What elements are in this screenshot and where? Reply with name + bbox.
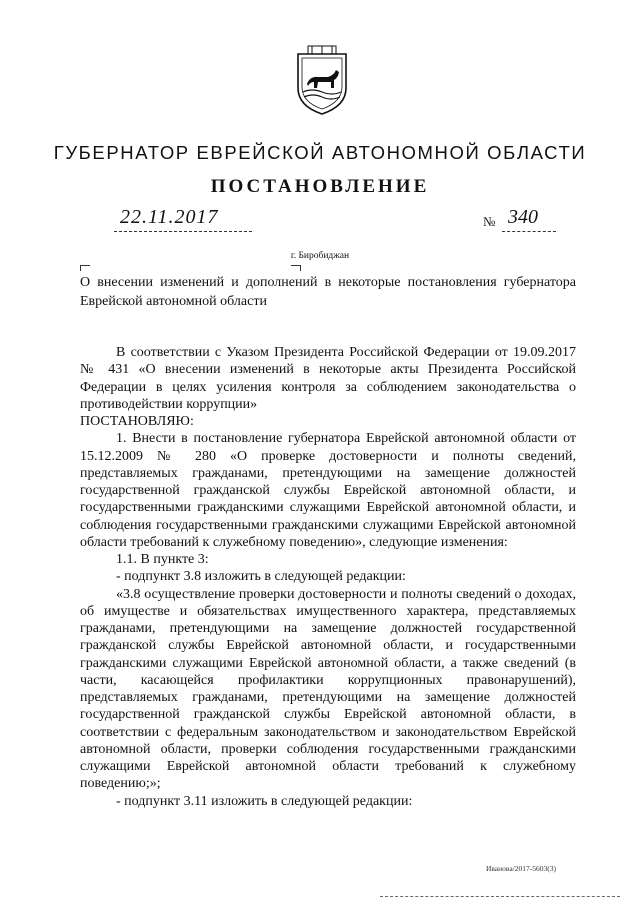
document-type: ПОСТАНОВЛЕНИЕ (210, 176, 430, 197)
item-1-1-paragraph: 1.1. В пункте 3: (116, 552, 209, 567)
governor-title: ГУБЕРНАТОР ЕВРЕЙСКОЙ АВТОНОМНОЙ ОБЛАСТИ (53, 142, 587, 163)
document-subject: О внесении изменений и дополнений в некоторые постановления губернатора Еврейской автономной области (80, 275, 576, 309)
handwritten-date: 22.11.2017 (120, 206, 219, 228)
subitem-3-11-intro: - подпункт 3.11 изложить в следующей редакции: (116, 793, 413, 809)
bottom-dashed-line (380, 896, 620, 897)
subject-corner-left (80, 265, 90, 271)
number-sign: № (483, 214, 496, 229)
handwritten-number: 340 (508, 206, 538, 228)
preamble-paragraph: В соответствии с Указом Президента Российской Федерации от 19.09.2017 № 431 «О внесении изменений в некоторые акты Президента Российской Федерации в целях усиления контроля за соблюдением законодательства о противодействии коррупции» (80, 345, 576, 412)
number-underline (502, 231, 556, 232)
item-1-paragraph: 1. Внести в постановление губернатора Еврейской автономной области от 15.12.2009 № 280 «О проверке достоверности и полноты сведений, представляемых гражданами, претендующими на замещение должностей государственной гражданской службы Еврейской автономной области, и государственными гражданскими служащими Еврейской автономной области, и соблюдения государственными гражданскими служащими Еврейской автономной области требований к служебному поведению», следующие изменения: (80, 431, 576, 550)
decree-word: ПОСТАНОВЛЯЮ: (80, 414, 194, 429)
document-body (80, 344, 576, 810)
subject-corner-right (291, 265, 301, 271)
subitem-3-8-intro: - подпункт 3.8 изложить в следующей редакции: (116, 569, 406, 585)
coat-of-arms-icon (294, 44, 350, 116)
date-underline (114, 231, 252, 232)
footer-code: Иванова/2017-5603(3) (485, 864, 556, 873)
city-label: г. Биробиджан (290, 251, 350, 261)
subitem-3-8-text: «3.8 осуществление проверки достоверности и полноты сведений о доходах, об имуществе и обязательствах имущественного характера, представляемых гражданами, претендующими на замещение должностей государственной гражданской службы Еврейской автономной области, и государственными гражданскими служащими Еврейской автономной области, а также сведений (в части, касающейся профилактики коррупционных правонарушений), представляемых гражданами, претендующими на замещение должностей государственной гражданской службы Еврейской автономной области, в соответствии с федеральным законодательством и законодательством Еврейской автономной области, проверки соблюдения государственными гражданскими служащими Еврейской автономной области требований к служебному поведению;»; (80, 586, 576, 792)
